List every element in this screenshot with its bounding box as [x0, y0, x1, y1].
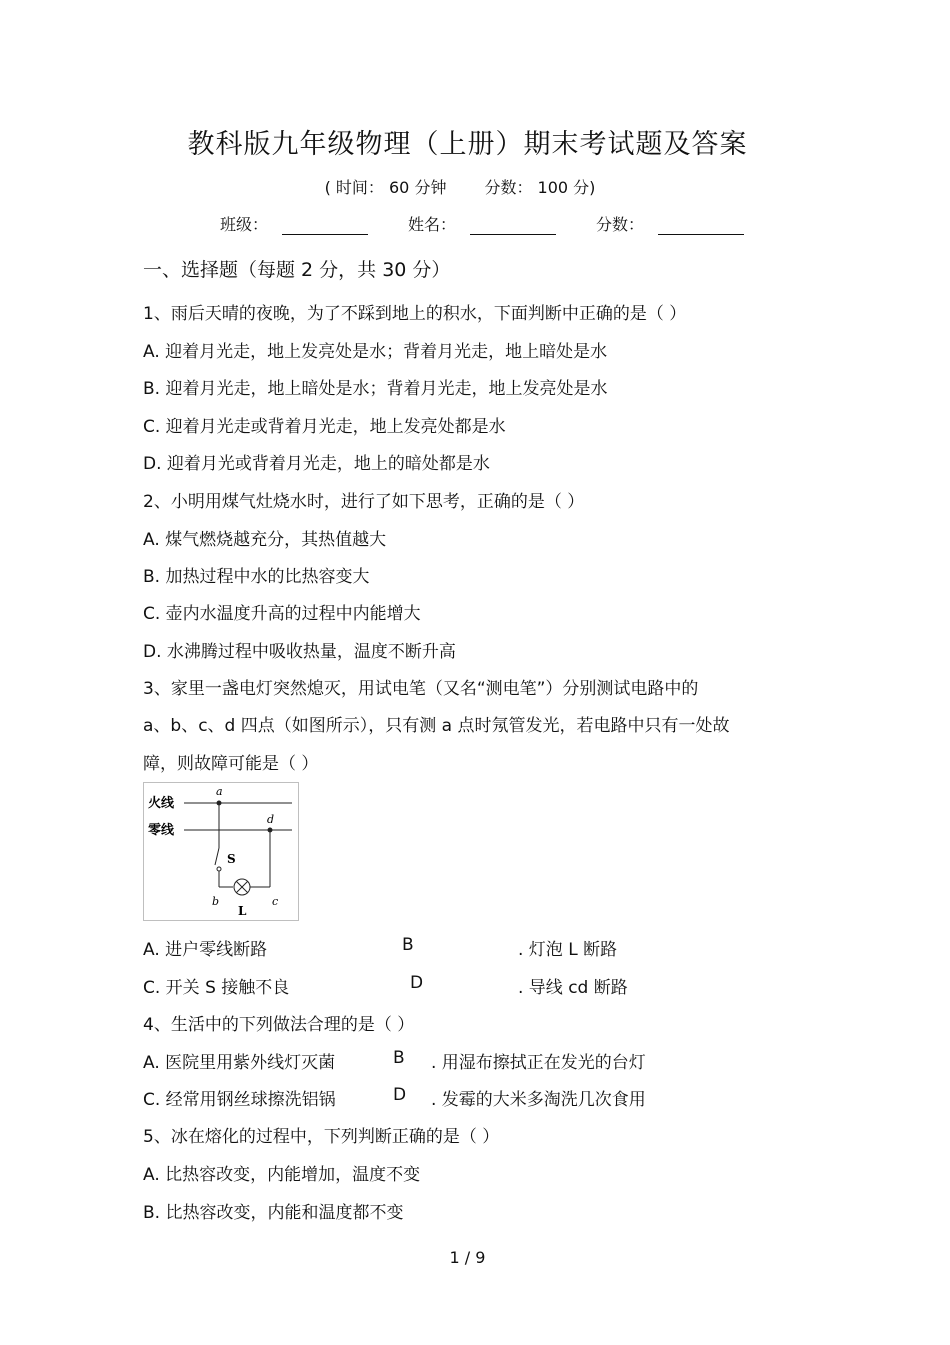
q3-stem-line2: a、b、c、d 四点（如图所示），只有测 a 点时氖管发光，若电路中只有一处故 [143, 716, 730, 736]
q5-option-b: B. 比热容改变，内能和温度都不变 [143, 1203, 404, 1223]
q1-stem: 1、雨后天晴的夜晚，为了不踩到地上的积水，下面判断中正确的是（ ） [143, 304, 687, 324]
label-d: d [267, 813, 275, 826]
q1-option-b: B. 迎着月光走，地上暗处是水；背着月光走，地上发亮处是水 [143, 379, 608, 399]
student-fields [220, 212, 784, 235]
circuit-diagram [143, 782, 299, 921]
q4-option-d: . 发霉的大米多淘洗几次食用 [431, 1090, 646, 1110]
q2-option-c: C. 壶内水温度升高的过程中内能增大 [143, 604, 421, 624]
point-d [268, 828, 273, 833]
q2-stem: 2、小明用煤气灶烧水时，进行了如下思考，正确的是（ ） [143, 492, 585, 512]
label-l: L [238, 904, 247, 918]
switch-blade [215, 848, 219, 865]
class-label: 班级： [220, 215, 269, 234]
q4-option-b-letter: B [393, 1048, 405, 1068]
label-c: c [272, 895, 279, 908]
q3-option-b: . 灯泡 L 断路 [518, 940, 618, 960]
q4-option-c: C. 经常用钢丝球擦洗铝锅 [143, 1090, 336, 1110]
exam-time: ( 时间： 60 分钟 [324, 178, 447, 197]
class-blank[interactable] [282, 218, 368, 235]
label-s: S [227, 852, 236, 866]
score-label: 分数： [596, 215, 645, 234]
exam-score: 分数： 100 分) [484, 178, 596, 197]
q2-option-d: D. 水沸腾过程中吸收热量，温度不断升高 [143, 642, 456, 662]
score-blank[interactable] [658, 218, 744, 235]
q4-stem: 4、生活中的下列做法合理的是（ ） [143, 1015, 415, 1035]
q2-option-a: A. 煤气燃烧越充分，其热值越大 [143, 530, 387, 550]
q5-stem: 5、冰在熔化的过程中，下列判断正确的是（ ） [143, 1127, 500, 1147]
neutral-label: 零线 [148, 823, 175, 838]
page-title: 教科版九年级物理（上册）期末考试题及答案 [187, 129, 748, 160]
page-number: 1 / 9 [449, 1248, 486, 1267]
name-label: 姓名： [408, 215, 457, 234]
score-field[interactable] [596, 212, 744, 235]
q3-option-d-letter: D [410, 973, 424, 993]
q4-option-d-letter: D [393, 1085, 407, 1105]
q3-option-a: A. 进户零线断路 [143, 940, 268, 960]
q2-option-b: B. 加热过程中水的比热容变大 [143, 567, 370, 587]
q3-option-b-letter: B [402, 935, 414, 955]
switch-contact [217, 867, 221, 871]
name-field[interactable] [408, 212, 556, 235]
q1-option-c: C. 迎着月光走或背着月光走，地上发亮处都是水 [143, 417, 506, 437]
q4-option-a: A. 医院里用紫外线灯灭菌 [143, 1053, 336, 1073]
q3-option-d: . 导线 cd 断路 [518, 978, 628, 998]
q3-stem-line3: 障，则故障可能是（ ） [143, 754, 319, 774]
circuit-diagram-svg [144, 783, 298, 920]
exam-meta [0, 175, 920, 198]
label-b: b [212, 895, 220, 908]
q3-option-c: C. 开关 S 接触不良 [143, 978, 290, 998]
q5-option-a: A. 比热容改变，内能增加，温度不变 [143, 1165, 421, 1185]
section-heading: 一、选择题（每题 2 分，共 30 分） [143, 259, 451, 281]
q1-option-a: A. 迎着月光走，地上发亮处是水；背着月光走，地上暗处是水 [143, 342, 608, 362]
q4-option-b: . 用湿布擦拭正在发光的台灯 [431, 1053, 646, 1073]
q1-option-d: D. 迎着月光或背着月光走，地上的暗处都是水 [143, 454, 490, 474]
label-a: a [216, 785, 223, 798]
q3-stem-line1: 3、家里一盏电灯突然熄灭，用试电笔（又名“测电笔”）分别测试电路中的 [143, 679, 699, 699]
name-blank[interactable] [470, 218, 556, 235]
class-field[interactable] [220, 212, 368, 235]
live-label: 火线 [148, 796, 175, 811]
